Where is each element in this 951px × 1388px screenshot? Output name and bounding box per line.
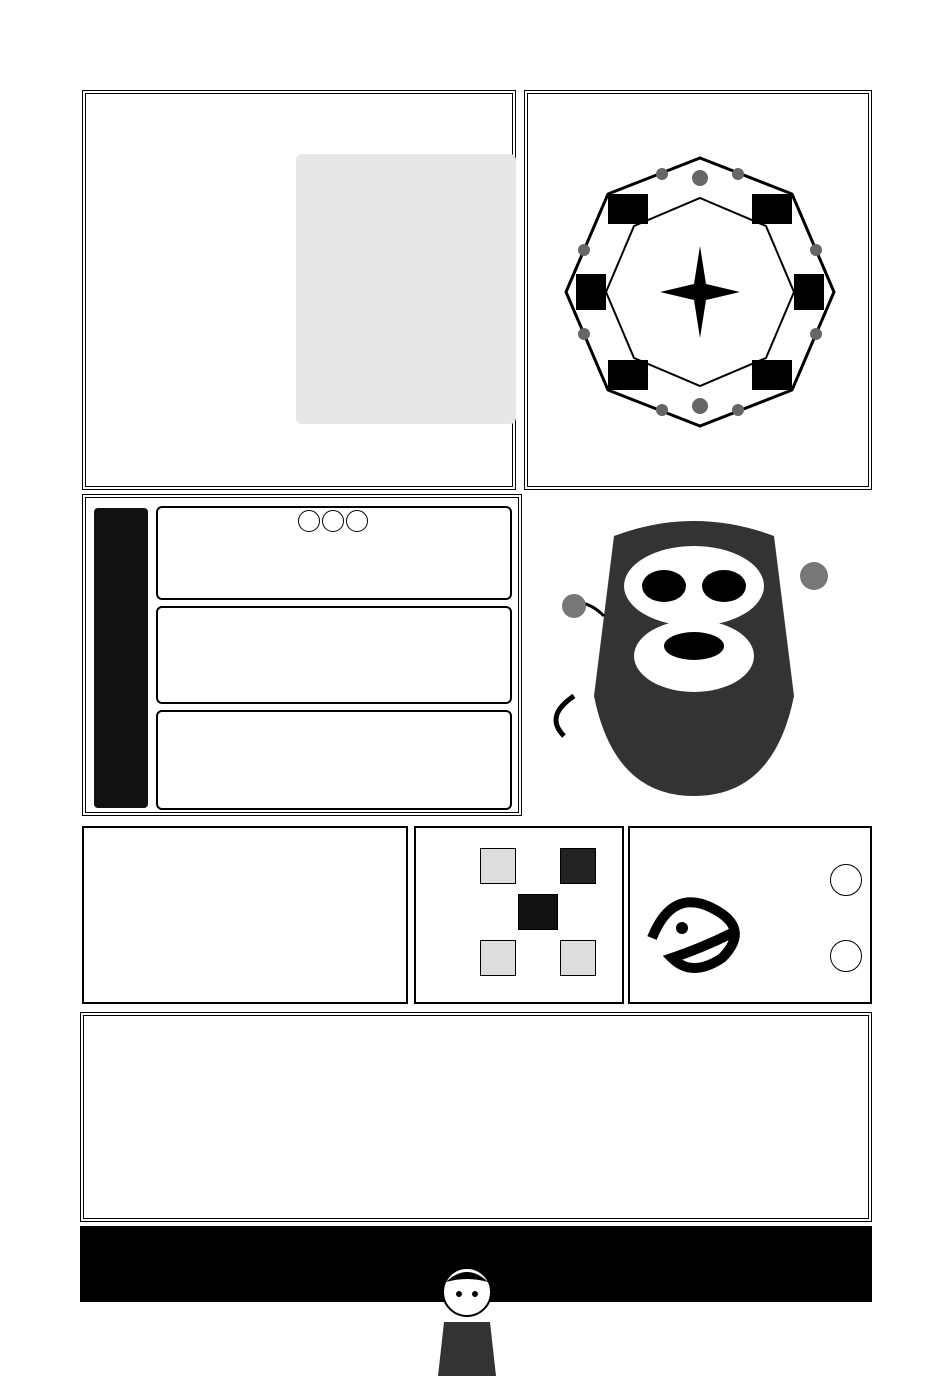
left-border-strip	[26, 84, 66, 1302]
pearl-number	[830, 940, 862, 972]
divination-panel	[80, 1012, 872, 1222]
zodiac-poem-panel	[82, 826, 408, 1004]
child-wave-panel	[82, 494, 522, 816]
puzzle-character	[296, 154, 516, 424]
door-columns	[90, 1068, 868, 1218]
special-code-poem-panel	[82, 90, 516, 490]
zodiac-icon	[480, 940, 516, 976]
zodiac-icon	[560, 848, 596, 884]
tip-card	[156, 506, 512, 600]
mascot-child-illustration	[432, 1262, 502, 1382]
pearl-number	[830, 864, 862, 896]
tip-card	[156, 710, 512, 810]
pearl-number	[830, 902, 862, 934]
side-title	[94, 508, 148, 808]
dragon-illustration	[642, 878, 782, 978]
zodiac-reveal-panel	[414, 826, 624, 1004]
right-border-strip	[884, 84, 924, 1302]
tip-card	[156, 606, 512, 704]
tiger-illustration-panel	[524, 496, 872, 816]
card-title	[164, 510, 504, 537]
dragon-pearl-panel	[628, 826, 872, 1004]
pearl-number	[798, 880, 830, 912]
pearl-number	[772, 906, 804, 938]
zodiac-bagua-panel	[524, 90, 872, 490]
tiger-illustration	[524, 496, 872, 816]
zodiac-icon	[560, 940, 596, 976]
zodiac-icon	[518, 894, 558, 930]
top-border-strip	[28, 38, 912, 76]
zodiac-icon	[480, 848, 516, 884]
bagua-wheel-illustration	[562, 154, 838, 430]
